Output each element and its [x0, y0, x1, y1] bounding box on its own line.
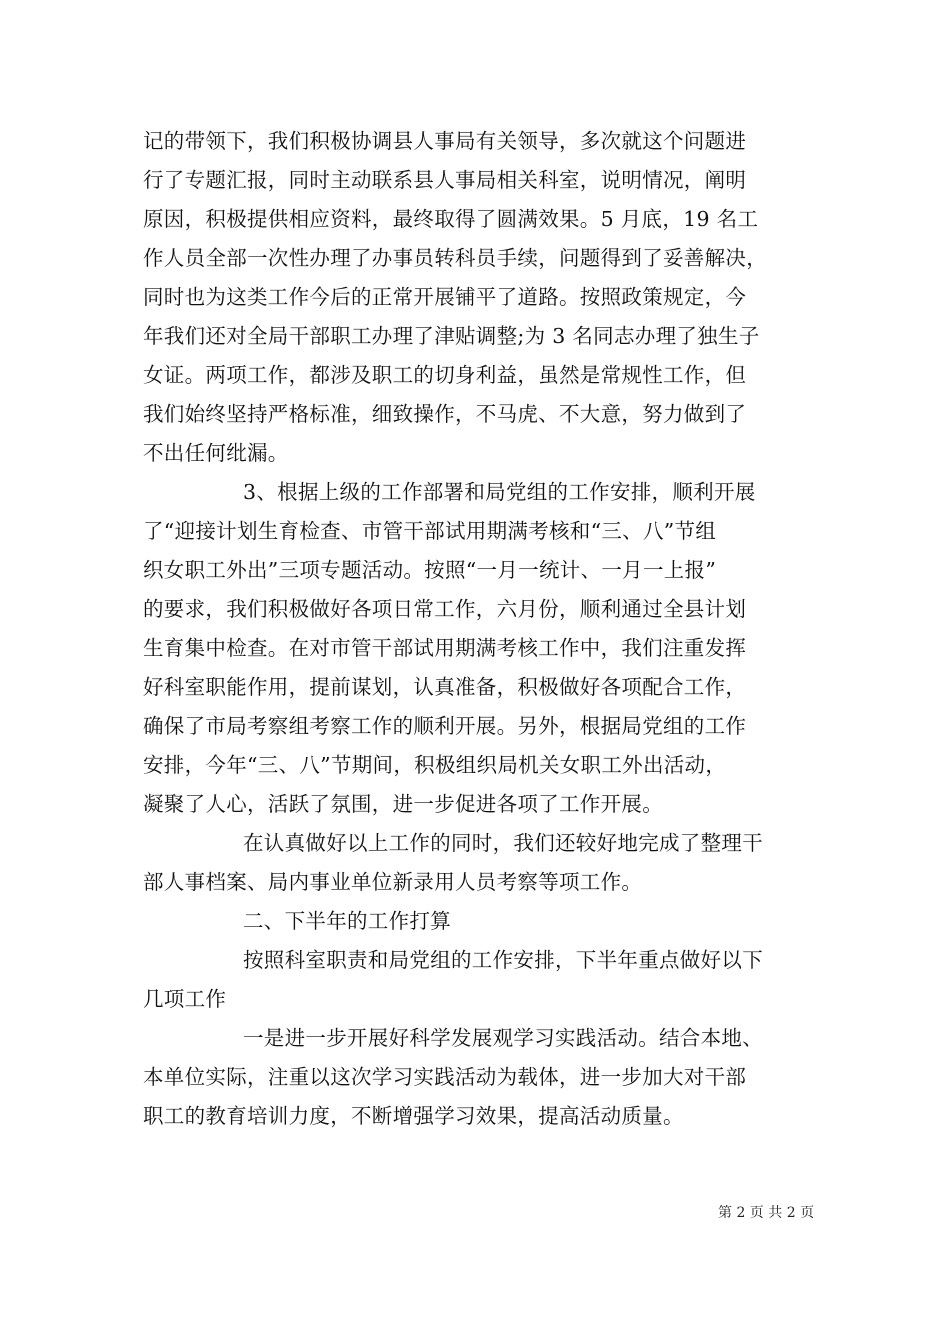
text-line: 不出任何纰漏。 — [143, 441, 289, 465]
page-number-footer: 第 2 页 共 2 页 — [718, 1205, 815, 1221]
text-line: 确保了市局考察组考察工作的顺利开展。另外，根据局党组的工作 — [143, 714, 747, 738]
text-line: 部人事档案、局内事业单位新录用人员考察等项工作。 — [143, 870, 643, 894]
document-body — [143, 122, 813, 1136]
text-line: 女证。两项工作，都涉及职工的切身利益，虽然是常规性工作，但 — [143, 363, 747, 387]
text-line: 记的带领下，我们积极协调县人事局有关领导，多次就这个问题进 — [143, 129, 747, 153]
text-line: 安排，今年“三、八”节期间，积极组织局机关女职工外出活动， — [143, 753, 727, 777]
text-line: 同时也为这类工作今后的正常开展铺平了道路。按照政策规定，今 — [143, 285, 747, 309]
text-line: 本单位实际，注重以这次学习实践活动为载体，进一步加大对干部 — [143, 1065, 747, 1089]
text-line: 年我们还对全局干部职工办理了津贴调整;为 3 名同志办理了独生子 — [143, 324, 760, 348]
text-line: 好科室职能作用，提前谋划，认真准备，积极做好各项配合工作， — [143, 675, 747, 699]
paragraph-start-line: 3、根据上级的工作部署和局党组的工作安排，顺利开展 — [243, 480, 756, 504]
section-heading: 二、下半年的工作打算 — [243, 909, 451, 933]
paragraph-start-line: 一是进一步开展好科学发展观学习实践活动。结合本地、 — [243, 1026, 763, 1050]
text-line: 几项工作 — [143, 987, 227, 1011]
text-line: 我们始终坚持严格标准，细致操作，不马虎、不大意，努力做到了 — [143, 402, 747, 426]
text-line: 原因，积极提供相应资料，最终取得了圆满效果。5 月底，19 名工 — [143, 207, 759, 231]
text-line: 凝聚了人心，活跃了氛围，进一步促进各项了工作开展。 — [143, 792, 663, 816]
text-line: 的要求，我们积极做好各项日常工作，六月份，顺利通过全县计划 — [143, 597, 747, 621]
text-line: 行了专题汇报，同时主动联系县人事局相关科室，说明情况，阐明 — [143, 168, 747, 192]
paragraph-start-line: 在认真做好以上工作的同时，我们还较好地完成了整理干 — [243, 831, 763, 855]
text-line: 了“迎接计划生育检查、市管干部试用期满考核和“三、八”节组 — [143, 519, 717, 543]
text-line: 作人员全部一次性办理了办事员转科员手续，问题得到了妥善解决， — [143, 246, 767, 270]
text-line: 生育集中检查。在对市管干部试用期满考核工作中，我们注重发挥 — [143, 636, 747, 660]
text-line: 职工的教育培训力度，不断增强学习效果，提高活动质量。 — [143, 1104, 684, 1128]
text-line: 织女职工外出”三项专题活动。按照“一月一统计、一月一上报” — [143, 558, 717, 582]
paragraph-start-line: 按照科室职责和局党组的工作安排，下半年重点做好以下 — [243, 948, 763, 972]
